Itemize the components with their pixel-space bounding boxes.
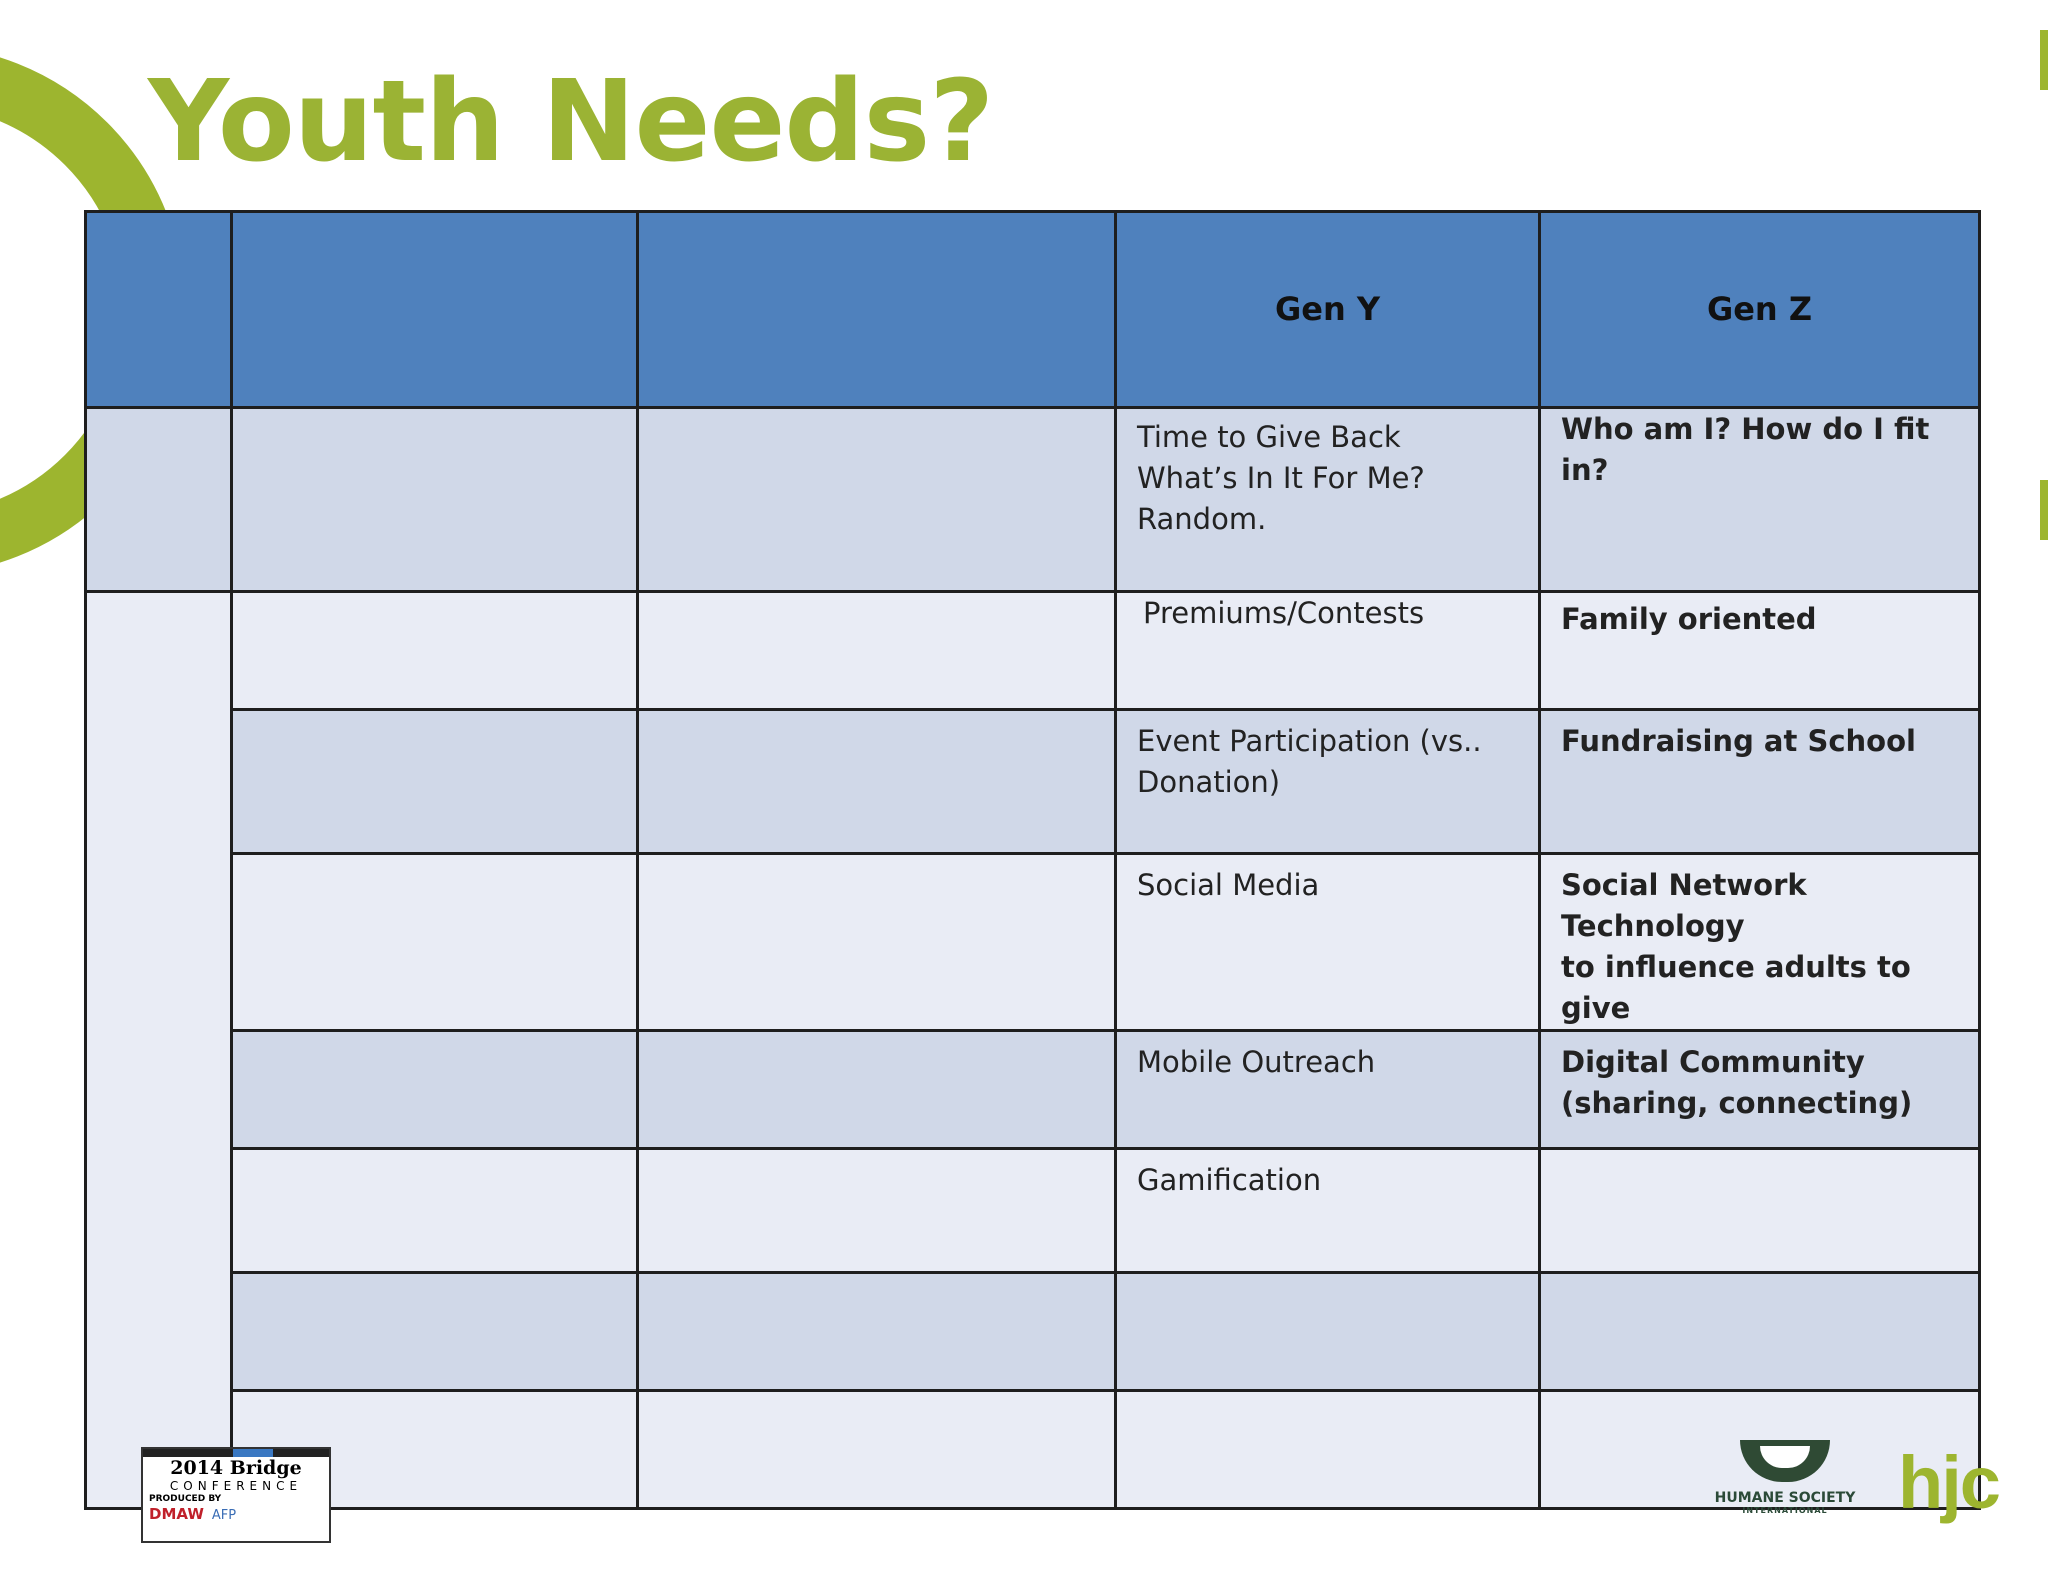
table-row <box>86 1149 1980 1273</box>
bridge-logo-title: 2014 Bridge <box>170 1457 302 1479</box>
dmaw-logo-text: DMAW <box>149 1505 204 1523</box>
globe-icon <box>1740 1440 1830 1482</box>
table-cell <box>638 1031 1116 1149</box>
table-row <box>86 1391 1980 1509</box>
table-cell <box>638 1273 1116 1391</box>
gen-z-cell: Family oriented <box>1540 592 1980 710</box>
gen-y-cell: Premiums/Contests <box>1116 592 1540 710</box>
table-row <box>86 1031 1980 1149</box>
table-cell <box>232 1273 638 1391</box>
gen-y-cell <box>1116 1273 1540 1391</box>
humane-society-logo <box>1700 1440 1870 1540</box>
gen-z-cell: Who am I? How do I fit in? <box>1540 408 1980 592</box>
table-cell <box>86 408 232 592</box>
gen-z-cell: Digital Community (sharing, connecting) <box>1540 1031 1980 1149</box>
gen-y-cell: Mobile Outreach <box>1116 1031 1540 1149</box>
table-cell <box>638 854 1116 1031</box>
gen-z-cell <box>1540 1273 1980 1391</box>
gen-z-cell: Fundraising at School <box>1540 710 1980 854</box>
bridge-logo-subtitle: CONFERENCE <box>169 1479 303 1493</box>
logo-bar <box>143 1449 329 1457</box>
header-cell <box>86 212 232 408</box>
table-row <box>86 592 1980 710</box>
table-cell <box>86 592 232 1509</box>
table-cell <box>232 1031 638 1149</box>
table-cell <box>232 710 638 854</box>
table-cell <box>638 592 1116 710</box>
gen-z-cell <box>1540 1149 1980 1273</box>
table-header-row <box>86 212 1980 408</box>
table-cell <box>232 1149 638 1273</box>
table-cell <box>232 592 638 710</box>
gen-y-cell: Time to Give Back What’s In It For Me? Random. <box>1116 408 1540 592</box>
bridge-logo-produced: PRODUCED BY <box>149 1494 222 1504</box>
decorative-right-tick <box>2040 480 2048 540</box>
youth-needs-table <box>84 210 1981 1510</box>
table-row <box>86 710 1980 854</box>
hsi-name: HUMANE SOCIETY <box>1714 1490 1856 1506</box>
gen-z-cell: Social Network Technology to influence adults to give <box>1540 854 1980 1031</box>
table-cell <box>232 854 638 1031</box>
gen-y-cell: Gamification <box>1116 1149 1540 1273</box>
gen-y-cell: Event Participation (vs.. Donation) <box>1116 710 1540 854</box>
table-cell <box>638 710 1116 854</box>
header-gen-y: Gen Y <box>1116 212 1540 408</box>
table-cell <box>638 408 1116 592</box>
decorative-right-tick <box>2040 30 2048 90</box>
header-gen-z: Gen Z <box>1540 212 1980 408</box>
table-cell <box>232 408 638 592</box>
gen-y-cell: Social Media <box>1116 854 1540 1031</box>
header-cell <box>638 212 1116 408</box>
afp-logo-text: AFP <box>211 1508 237 1523</box>
hsi-subtitle: INTERNATIONAL <box>1742 1506 1828 1515</box>
header-cell <box>232 212 638 408</box>
bridge-logo-sponsors <box>143 1505 329 1525</box>
gen-y-cell <box>1116 1391 1540 1509</box>
table-row <box>86 1273 1980 1391</box>
table-cell <box>638 1391 1116 1509</box>
hjc-logo: hjc <box>1898 1441 1999 1524</box>
table-cell <box>638 1149 1116 1273</box>
table-row <box>86 854 1980 1031</box>
bridge-conference-logo <box>141 1447 331 1543</box>
slide-title: Youth Needs? <box>148 57 994 187</box>
table-row <box>86 408 1980 592</box>
